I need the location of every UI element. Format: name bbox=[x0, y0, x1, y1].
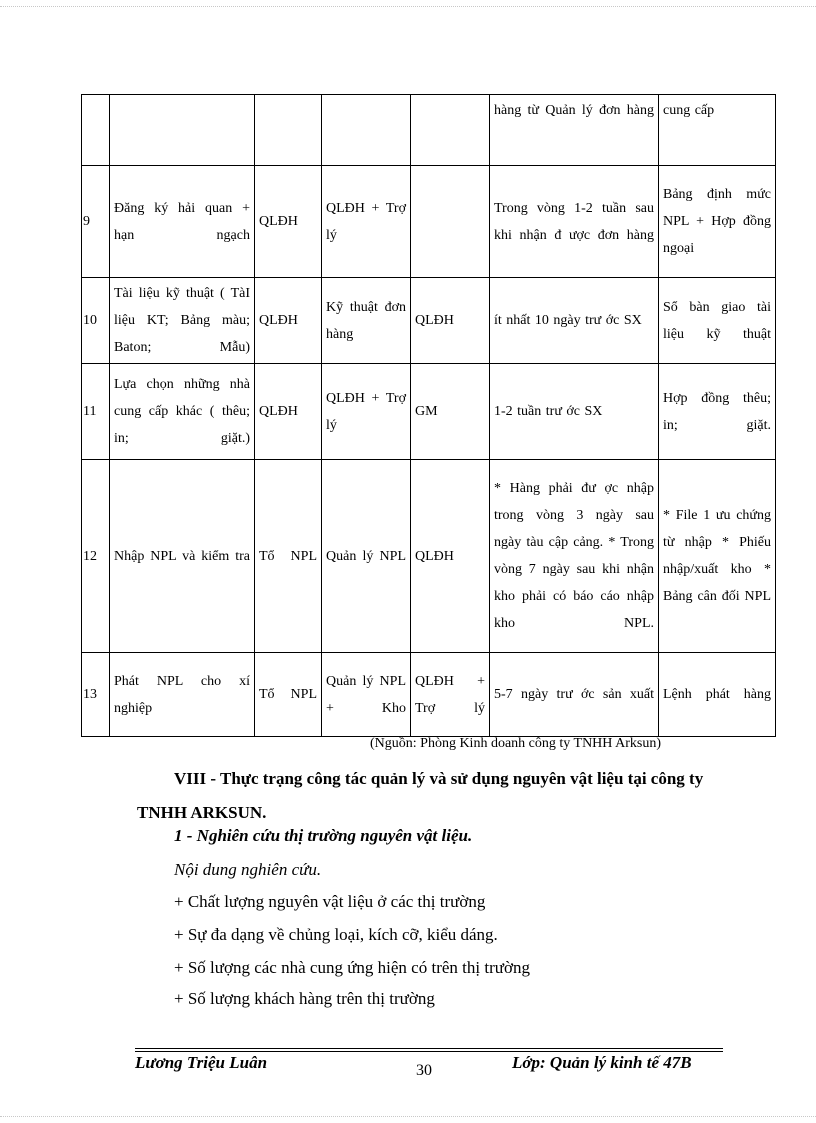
bullet-item: + Sự đa dạng về chủng loại, kích cỡ, kiểu dáng. bbox=[174, 925, 498, 944]
cell-task: Tài liệu kỹ thuật ( TàI liệu KT; Bảng màu; Baton; Mẫu) bbox=[110, 278, 255, 364]
cell-task: Nhập NPL và kiểm tra bbox=[110, 460, 255, 653]
cell-support: QLĐH + Trợ lý bbox=[411, 653, 490, 737]
cell-num: 11 bbox=[82, 364, 110, 460]
footer-author: Lương Triệu Luân bbox=[135, 1053, 268, 1072]
cell-task: Đăng ký hải quan + hạn ngạch bbox=[110, 166, 255, 278]
cell-exec: QLĐH + Trợ lý bbox=[322, 364, 411, 460]
cell-time: 5-7 ngày trư ớc sản xuất bbox=[490, 653, 659, 737]
cell-docs: Bảng định mức NPL + Hợp đồng ngoại bbox=[659, 166, 776, 278]
cell-exec: Kỹ thuật đơn hàng bbox=[322, 278, 411, 364]
cell-num: 13 bbox=[82, 653, 110, 737]
cell-exec: QLĐH + Trợ lý bbox=[322, 166, 411, 278]
table-row bbox=[82, 166, 776, 278]
table-row bbox=[82, 364, 776, 460]
cell-num: 10 bbox=[82, 278, 110, 364]
cell-exec: Quản lý NPL bbox=[322, 460, 411, 653]
cell-support: GM bbox=[411, 364, 490, 460]
table-row bbox=[82, 278, 776, 364]
cell-support: QLĐH bbox=[411, 460, 490, 653]
cell-docs: Sổ bàn giao tài liệu kỹ thuật bbox=[659, 278, 776, 364]
cell-task bbox=[110, 95, 255, 166]
subheading: 1 - Nghiên cứu thị trường nguyên vật liệu. bbox=[174, 826, 473, 845]
cell-resp: QLĐH bbox=[255, 278, 322, 364]
cell-docs: Hợp đồng thêu; in; giặt. bbox=[659, 364, 776, 460]
table-row bbox=[82, 653, 776, 737]
cell-resp: Tổ NPL bbox=[255, 460, 322, 653]
table-row bbox=[82, 460, 776, 653]
table-row bbox=[82, 95, 776, 166]
cell-time: 1-2 tuần trư ớc SX bbox=[490, 364, 659, 460]
cell-time: ít nhất 10 ngày trư ớc SX bbox=[490, 278, 659, 364]
cell-resp bbox=[255, 95, 322, 166]
cell-support: QLĐH bbox=[411, 278, 490, 364]
page-number: 30 bbox=[416, 1062, 432, 1079]
footer-rule-top bbox=[135, 1048, 723, 1049]
bullet-item: + Số lượng các nhà cung ứng hiện có trên thị trường bbox=[174, 958, 530, 977]
source-note: (Nguồn: Phòng Kinh doanh công ty TNHH Arksun) bbox=[370, 736, 662, 751]
cell-task: Phát NPL cho xí nghiệp bbox=[110, 653, 255, 737]
cell-time: * Hàng phải đư ợc nhập trong vòng 3 ngày sau ngày tàu cập cảng. * Trong vòng 7 ngày sau khi nhận kho phải có báo cáo nhập kho NPL. bbox=[490, 460, 659, 653]
cell-num: 9 bbox=[82, 166, 110, 278]
cell-time: Trong vòng 1-2 tuần sau khi nhận đ ược đơn hàng bbox=[490, 166, 659, 278]
bullet-item: + Chất lượng nguyên vật liệu ở các thị trường bbox=[174, 892, 486, 911]
cell-exec: Quản lý NPL + Kho bbox=[322, 653, 411, 737]
content-label: Nội dung nghiên cứu. bbox=[174, 860, 322, 879]
cell-docs: cung cấp bbox=[659, 95, 776, 166]
cell-support bbox=[411, 166, 490, 278]
cell-num: 12 bbox=[82, 460, 110, 653]
cell-task: Lựa chọn những nhà cung cấp khác ( thêu; in; giặt.) bbox=[110, 364, 255, 460]
procurement-table bbox=[81, 94, 776, 737]
cell-docs: Lệnh phát hàng bbox=[659, 653, 776, 737]
cell-docs: * File 1 ưu chứng từ nhập * Phiếu nhập/xuất kho * Bảng cân đối NPL bbox=[659, 460, 776, 653]
top-dotted-border bbox=[0, 6, 816, 7]
cell-resp: Tổ NPL bbox=[255, 653, 322, 737]
cell-support bbox=[411, 95, 490, 166]
bullet-item: + Số lượng khách hàng trên thị trường bbox=[174, 989, 435, 1008]
bottom-dotted-border bbox=[0, 1116, 816, 1117]
cell-exec bbox=[322, 95, 411, 166]
footer-class: Lớp: Quản lý kinh tế 47B bbox=[512, 1053, 692, 1072]
cell-num bbox=[82, 95, 110, 166]
footer-rule-bottom bbox=[135, 1051, 723, 1052]
cell-time: hàng từ Quản lý đơn hàng bbox=[490, 95, 659, 166]
section-heading: VIII - Thực trạng công tác quản lý và sử dụng nguyên vật liệu tại công ty TNHH ARKSUN. bbox=[137, 769, 704, 822]
cell-resp: QLĐH bbox=[255, 364, 322, 460]
cell-resp: QLĐH bbox=[255, 166, 322, 278]
